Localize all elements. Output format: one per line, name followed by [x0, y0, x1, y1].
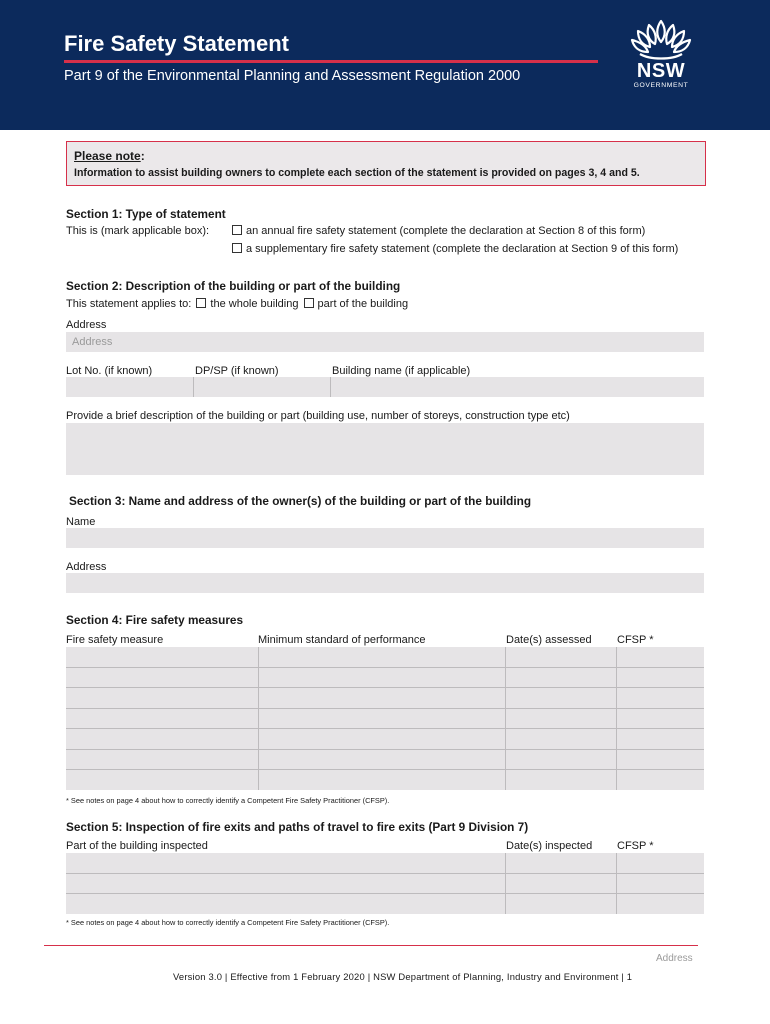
table-row	[66, 749, 704, 750]
owner-name-field[interactable]	[66, 528, 704, 548]
part-building-checkbox[interactable]	[304, 298, 314, 308]
owner-address-field[interactable]	[66, 573, 704, 593]
table-row	[66, 667, 704, 668]
table-row	[66, 769, 704, 770]
dpsp-field[interactable]	[194, 377, 330, 397]
col-cfsp: CFSP *	[617, 634, 654, 646]
section3-heading: Section 3: Name and address of the owner(s) of the building or part of the building	[69, 494, 532, 508]
building-name-label: Building name (if applicable)	[332, 365, 471, 377]
col-fire-safety-measure: Fire safety measure	[66, 634, 164, 646]
owner-name-label: Name	[66, 516, 96, 528]
page-title: Fire Safety Statement	[64, 31, 289, 56]
table-row	[66, 687, 704, 688]
col-part-inspected: Part of the building inspected	[66, 840, 208, 852]
logo-nsw-text: NSW	[636, 60, 686, 82]
lot-field[interactable]	[66, 377, 193, 397]
note-title: Please note:	[74, 149, 145, 163]
section1-prompt: This is (mark applicable box):	[66, 225, 210, 237]
note-box	[66, 141, 706, 186]
footer-version: Version 3.0 | Effective from 1 February 2020 | NSW Department of Planning, Industry and Environment | 1	[173, 971, 633, 982]
description-label: Provide a brief description of the building or part (building use, number of storeys, construction type etc)	[66, 410, 570, 422]
note-text: Information to assist building owners to complete each section of the statement is provided on pages 3, 4 and 5.	[74, 167, 640, 179]
col-minimum-standard: Minimum standard of performance	[258, 634, 426, 646]
section2-heading: Section 2: Description of the building or part of the building	[66, 279, 401, 293]
building-address-placeholder: Address	[72, 336, 113, 348]
section1-option-supplementary[interactable]: a supplementary fire safety statement (complete the declaration at Section 9 of this form)	[230, 243, 678, 255]
section4-heading: Section 4: Fire safety measures	[66, 613, 244, 627]
section4-footnote: * See notes on page 4 about how to correctly identify a Competent Fire Safety Practitioner (CFSP).	[66, 796, 390, 805]
col-cfsp-5: CFSP *	[617, 840, 654, 852]
section1-heading: Section 1: Type of statement	[66, 207, 226, 221]
supplementary-checkbox[interactable]	[232, 243, 242, 253]
col-dates-inspected: Date(s) inspected	[506, 840, 593, 852]
building-address-label: Address	[66, 319, 107, 331]
table-row	[66, 873, 704, 874]
table-row	[66, 893, 704, 894]
inspection-table[interactable]	[66, 853, 704, 914]
logo-government-text: GOVERNMENT	[633, 82, 689, 89]
section2-applies: This statement applies to: the whole building part of the building	[66, 298, 409, 310]
lot-label: Lot No. (if known)	[66, 365, 153, 377]
section5-heading: Section 5: Inspection of fire exits and paths of travel to fire exits (Part 9 Division 7)	[66, 820, 529, 834]
table-row	[66, 728, 704, 729]
table-row	[66, 708, 704, 709]
footer-divider	[44, 945, 698, 946]
dpsp-label: DP/SP (if known)	[195, 365, 279, 377]
fire-safety-measures-table[interactable]	[66, 647, 704, 790]
building-name-field[interactable]	[331, 377, 704, 397]
title-divider	[64, 60, 598, 63]
description-field[interactable]	[66, 423, 704, 475]
section5-footnote: * See notes on page 4 about how to correctly identify a Competent Fire Safety Practitioner (CFSP).	[66, 918, 390, 927]
col-dates-assessed: Date(s) assessed	[506, 634, 592, 646]
building-address-field[interactable]	[66, 332, 704, 352]
annual-checkbox[interactable]	[232, 225, 242, 235]
page-subtitle: Part 9 of the Environmental Planning and Assessment Regulation 2000	[64, 68, 521, 84]
owner-address-label: Address	[66, 561, 107, 573]
section1-option-annual[interactable]: an annual fire safety statement (complete the declaration at Section 8 of this form)	[230, 225, 645, 237]
whole-building-checkbox[interactable]	[196, 298, 206, 308]
footer-address-field[interactable]: Address	[656, 953, 693, 964]
